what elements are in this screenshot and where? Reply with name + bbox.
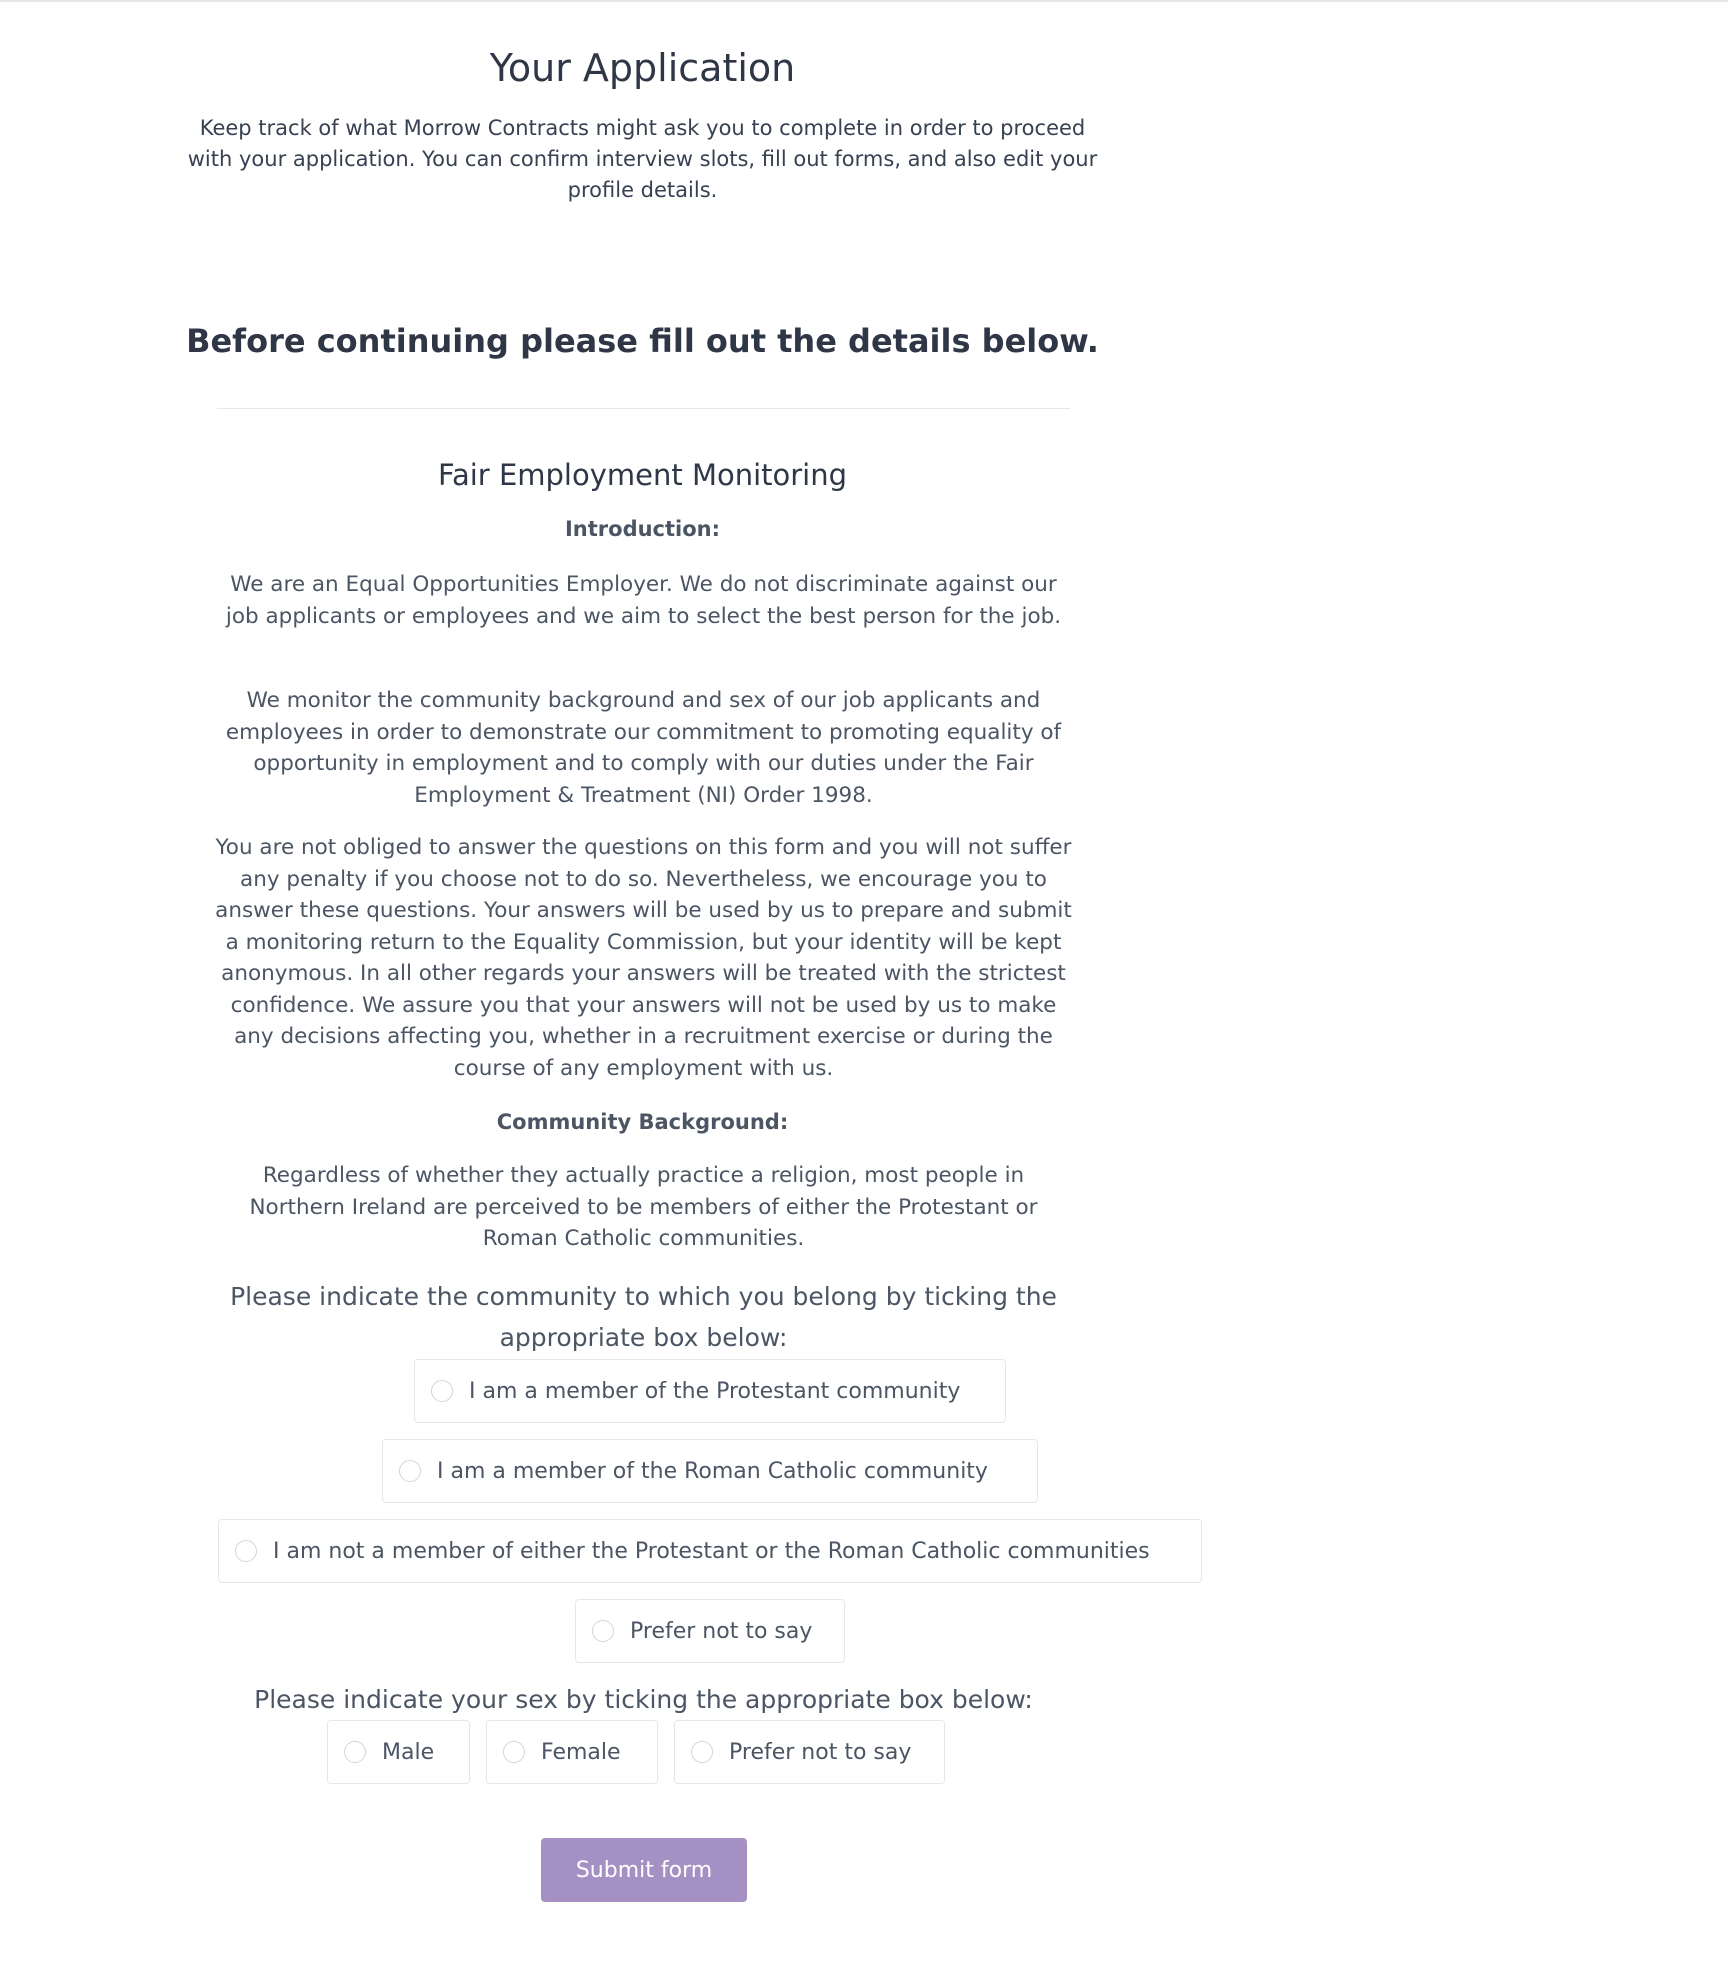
page-title: Your Application — [489, 46, 796, 90]
community-question: Please indicate the community to which you belong by ticking the appropriate box below: — [230, 1282, 1057, 1352]
community-option-roman-catholic[interactable] — [382, 1439, 1038, 1503]
community-label: Community Background: — [496, 1110, 789, 1134]
radio-circle-icon[interactable] — [691, 1741, 713, 1763]
radio-circle-icon[interactable] — [399, 1460, 421, 1482]
top-border — [0, 0, 1728, 2]
radio-circle-icon[interactable] — [503, 1741, 525, 1763]
radio-circle-icon[interactable] — [344, 1741, 366, 1763]
radio-circle-icon[interactable] — [235, 1540, 257, 1562]
sex-option-prefer-not[interactable] — [674, 1720, 945, 1784]
introduction-label: Introduction: — [564, 517, 721, 541]
notice-heading: Before continuing please fill out the details below. — [186, 322, 1099, 360]
sex-option-female[interactable] — [486, 1720, 658, 1784]
page-intro: Keep track of what Morrow Contracts might ask you to complete in order to proceed with your application. You can confirm interview slots, fill out forms, and also edit your profile details. — [187, 116, 1098, 202]
option-label: Prefer not to say — [630, 1618, 813, 1644]
divider — [217, 408, 1070, 409]
option-label: Male — [382, 1739, 435, 1765]
radio-circle-icon[interactable] — [431, 1380, 453, 1402]
submit-form-button[interactable]: Submit form — [541, 1838, 747, 1902]
intro-paragraph-2: We monitor the community background and sex of our job applicants and employees in order to demonstrate our commitment to promoting equality of opportunity in employment and to comply with our duties under the Fair Employment & Treatment (NI) Order 1998. — [225, 688, 1062, 808]
intro-paragraph-3: You are not obliged to answer the questions on this form and you will not suffer any penalty if you choose not to do so. Nevertheless, we encourage you to answer these questions. Your answers will be used by us to prepare and submit a monitoring return to the Equality Commission, but your identity will be kept anonymous. In all other regards your answers will be treated with the strictest confidence. We assure you that your answers will not be used by us to make any decisions affecting you, whether in a recruitment exercise or during the course of any employment with us. — [215, 835, 1072, 1081]
option-label: Prefer not to say — [729, 1739, 912, 1765]
form-title: Fair Employment Monitoring — [437, 458, 848, 492]
community-option-protestant[interactable] — [414, 1359, 1006, 1423]
intro-paragraph-1: We are an Equal Opportunities Employer. We do not discriminate against our job applicants or employees and we aim to select the best person for the job. — [225, 572, 1062, 629]
option-label: I am a member of the Protestant community — [469, 1378, 961, 1404]
option-label: I am a member of the Roman Catholic community — [437, 1458, 988, 1484]
community-option-prefer-not[interactable] — [575, 1599, 845, 1663]
sex-option-male[interactable] — [327, 1720, 470, 1784]
sex-question: Please indicate your sex by ticking the appropriate box below: — [254, 1685, 1033, 1714]
option-label: I am not a member of either the Protestant or the Roman Catholic communities — [273, 1538, 1150, 1564]
community-paragraph: Regardless of whether they actually practice a religion, most people in Northern Ireland are perceived to be members of either the Protestant or Roman Catholic communities. — [249, 1163, 1038, 1251]
radio-circle-icon[interactable] — [592, 1620, 614, 1642]
community-option-neither[interactable] — [218, 1519, 1202, 1583]
option-label: Female — [541, 1739, 621, 1765]
